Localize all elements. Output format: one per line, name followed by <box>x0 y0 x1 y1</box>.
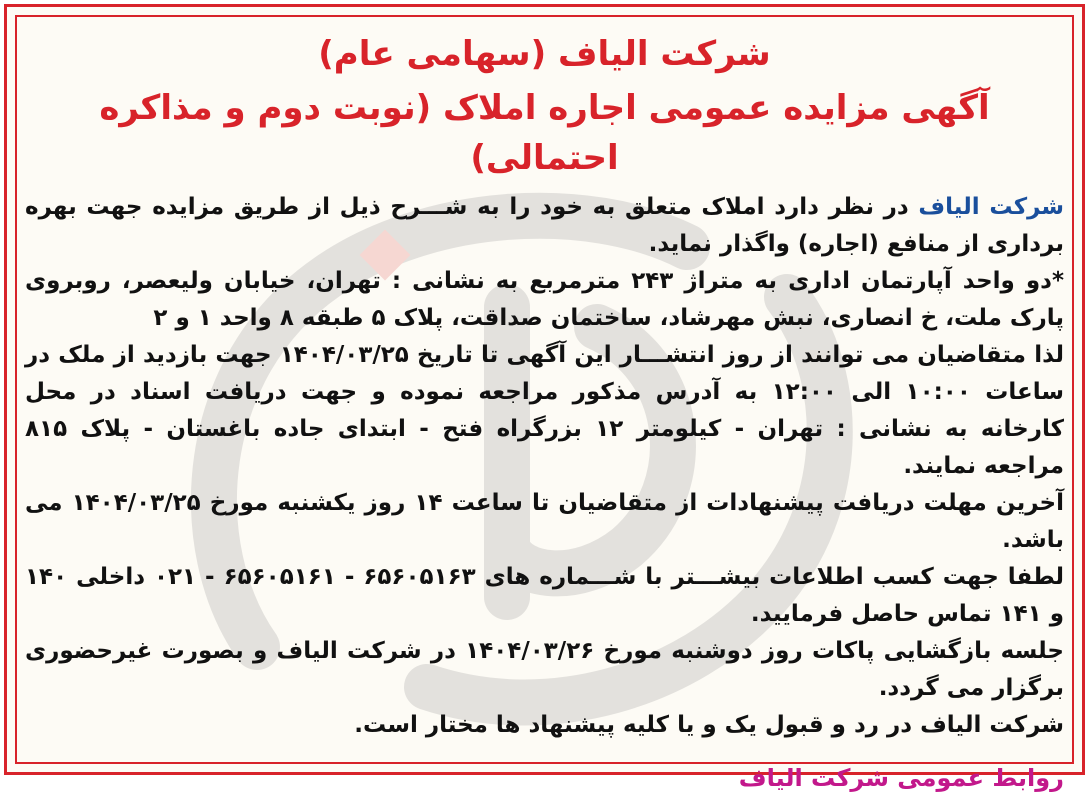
opening-paragraph: جلسه بازگشایی پاکات روز دوشنبه مورخ ۱۴۰۴/۰۳/۲۶ در شرکت الیاف و بصورت غیرحضوری برگزار می گردد. <box>25 638 1064 701</box>
deadline-paragraph: آخرین مهلت دریافت پیشنهادات از متقاضیان تا ساعت ۱۴ روز یکشنبه مورخ ۱۴۰۴/۰۳/۲۵ می باشد. <box>25 490 1064 553</box>
property-item: *دو واحد آپارتمان اداری به متراژ ۲۴۳ مترمربع به نشانی : تهران، خیابان ولیعصر، روبروی پارک ملت، خ انصاری، نبش مهرشاد، ساختمان صداقت، پلاک ۵ طبقه ۸ واحد ۱ و ۲ <box>25 268 1064 331</box>
page-title: شرکت الیاف (سهامی عام) <box>318 34 771 74</box>
ad-frame <box>4 4 1085 792</box>
signature: روابط عمومی شرکت الیاف <box>738 764 1064 792</box>
company-name: شرکت الیاف <box>918 194 1065 220</box>
rights-paragraph: شرکت الیاف در رد و قبول یک و یا کلیه پیشنهاد ها مختار است. <box>354 712 1064 738</box>
page-subtitle: آگهی مزایده عمومی اجاره املاک (نوبت دوم و مذاکره احتمالی) <box>99 88 990 178</box>
intro-text: در نظر دارد املاک متعلق به خود را به شـــرح ذیل از طریق مزایده جهت بهره برداری از منافع (اجاره) واگذار نماید. <box>25 194 1064 257</box>
contact-paragraph: لطفا جهت کسب اطلاعات بیشـــتر با شـــماره های ۶۵۶۰۵۱۶۳ - ۶۵۶۰۵۱۶۱ - ۰۲۱ داخلی ۱۴۰ و ۱۴۱ تماس حاصل فرمایید. <box>25 564 1064 627</box>
visit-paragraph: لذا متقاضیان می توانند از روز انتشـــار این آگهی تا تاریخ ۱۴۰۴/۰۳/۲۵ جهت بازدید از ملک در ساعات ۱۰:۰۰ الی ۱۲:۰۰ به آدرس مذکور مراجعه نموده و جهت دریافت اسناد در محل کارخانه به نشانی : تهران - کیلومتر ۱۲ بزرگراه فتح - ابتدای جاده باغستان - پلاک ۸۱۵ مراجعه نمایند. <box>25 342 1064 479</box>
ad-content <box>25 29 1065 792</box>
intro-paragraph <box>25 189 1064 263</box>
